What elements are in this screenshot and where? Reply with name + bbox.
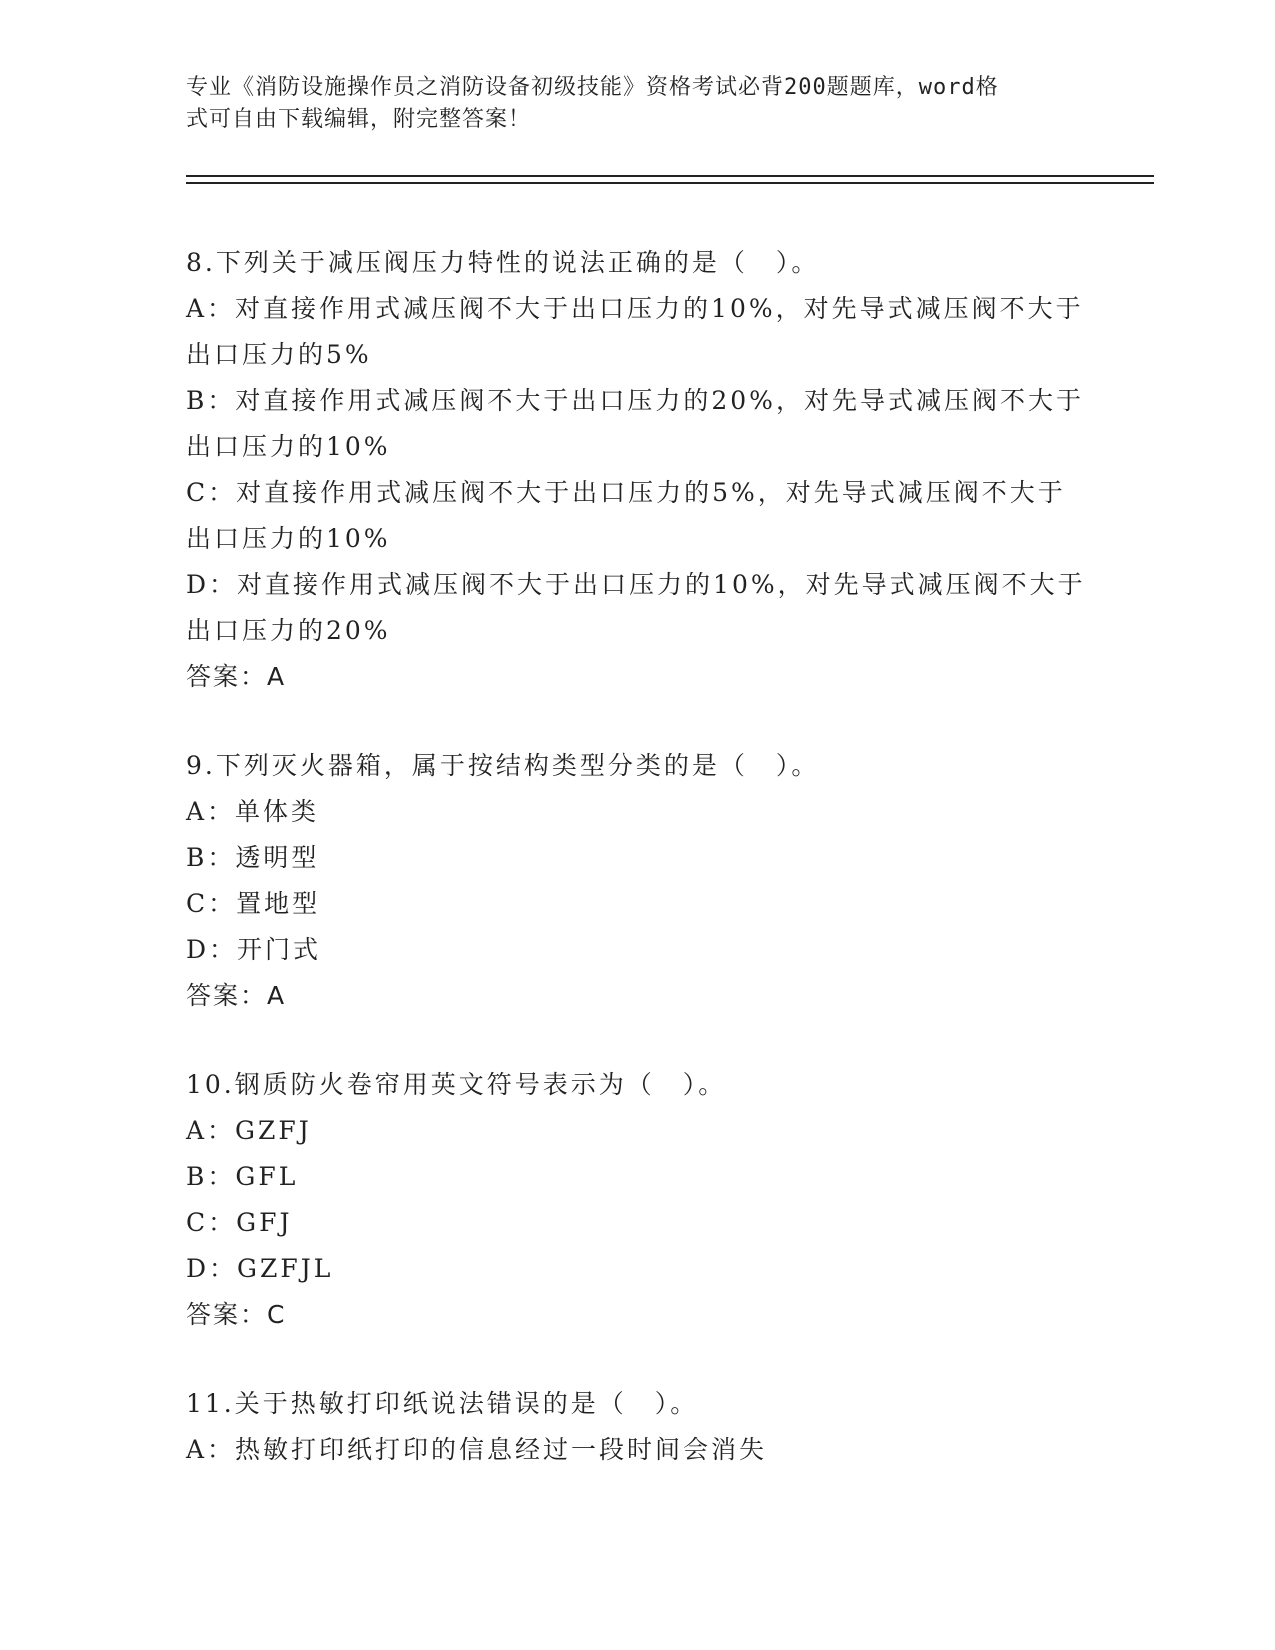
question-stem: 10.钢质防火卷帘用英文符号表示为（ ）。 xyxy=(186,1070,727,1099)
question-list xyxy=(186,240,1086,1516)
header-line-1: 专业《消防设施操作员之消防设备初级技能》资格考试必背200题题库，word格 xyxy=(186,75,999,100)
header-line-2: 式可自由下载编辑，附完整答案！ xyxy=(186,107,532,132)
option-a: A：对直接作用式减压阀不大于出口压力的10%，对先导式减压阀不大于出口压力的5% xyxy=(186,294,1084,369)
question-11 xyxy=(186,1381,1086,1473)
option-b: B：透明型 xyxy=(186,843,320,872)
question-stem: 8.下列关于减压阀压力特性的说法正确的是（ ）。 xyxy=(186,248,820,277)
document-header xyxy=(186,72,1086,136)
question-stem: 11.关于热敏打印纸说法错误的是（ ）。 xyxy=(186,1389,699,1418)
question-10 xyxy=(186,1062,1086,1338)
option-d: D：对直接作用式减压阀不大于出口压力的10%，对先导式减压阀不大于出口压力的20% xyxy=(186,570,1086,645)
header-divider-bottom xyxy=(186,182,1154,184)
answer: 答案：A xyxy=(186,981,287,1010)
question-8 xyxy=(186,240,1086,700)
option-a: A：GZFJ xyxy=(186,1116,312,1145)
answer: 答案：C xyxy=(186,1300,287,1329)
option-b: B：对直接作用式减压阀不大于出口压力的20%，对先导式减压阀不大于出口压力的10% xyxy=(186,386,1084,461)
option-c: C：GFJ xyxy=(186,1208,293,1237)
option-a: A：单体类 xyxy=(186,797,320,826)
option-d: D：开门式 xyxy=(186,935,322,964)
question-9 xyxy=(186,743,1086,1019)
question-stem: 9.下列灭火器箱，属于按结构类型分类的是（ ）。 xyxy=(186,751,820,780)
option-c: C：置地型 xyxy=(186,889,321,918)
option-c: C：对直接作用式减压阀不大于出口压力的5%，对先导式减压阀不大于出口压力的10% xyxy=(186,478,1066,553)
answer: 答案：A xyxy=(186,662,287,691)
header-divider-top xyxy=(186,175,1154,177)
option-d: D：GZFJL xyxy=(186,1254,334,1283)
option-a: A：热敏打印纸打印的信息经过一段时间会消失 xyxy=(186,1435,768,1464)
option-b: B：GFL xyxy=(186,1162,299,1191)
